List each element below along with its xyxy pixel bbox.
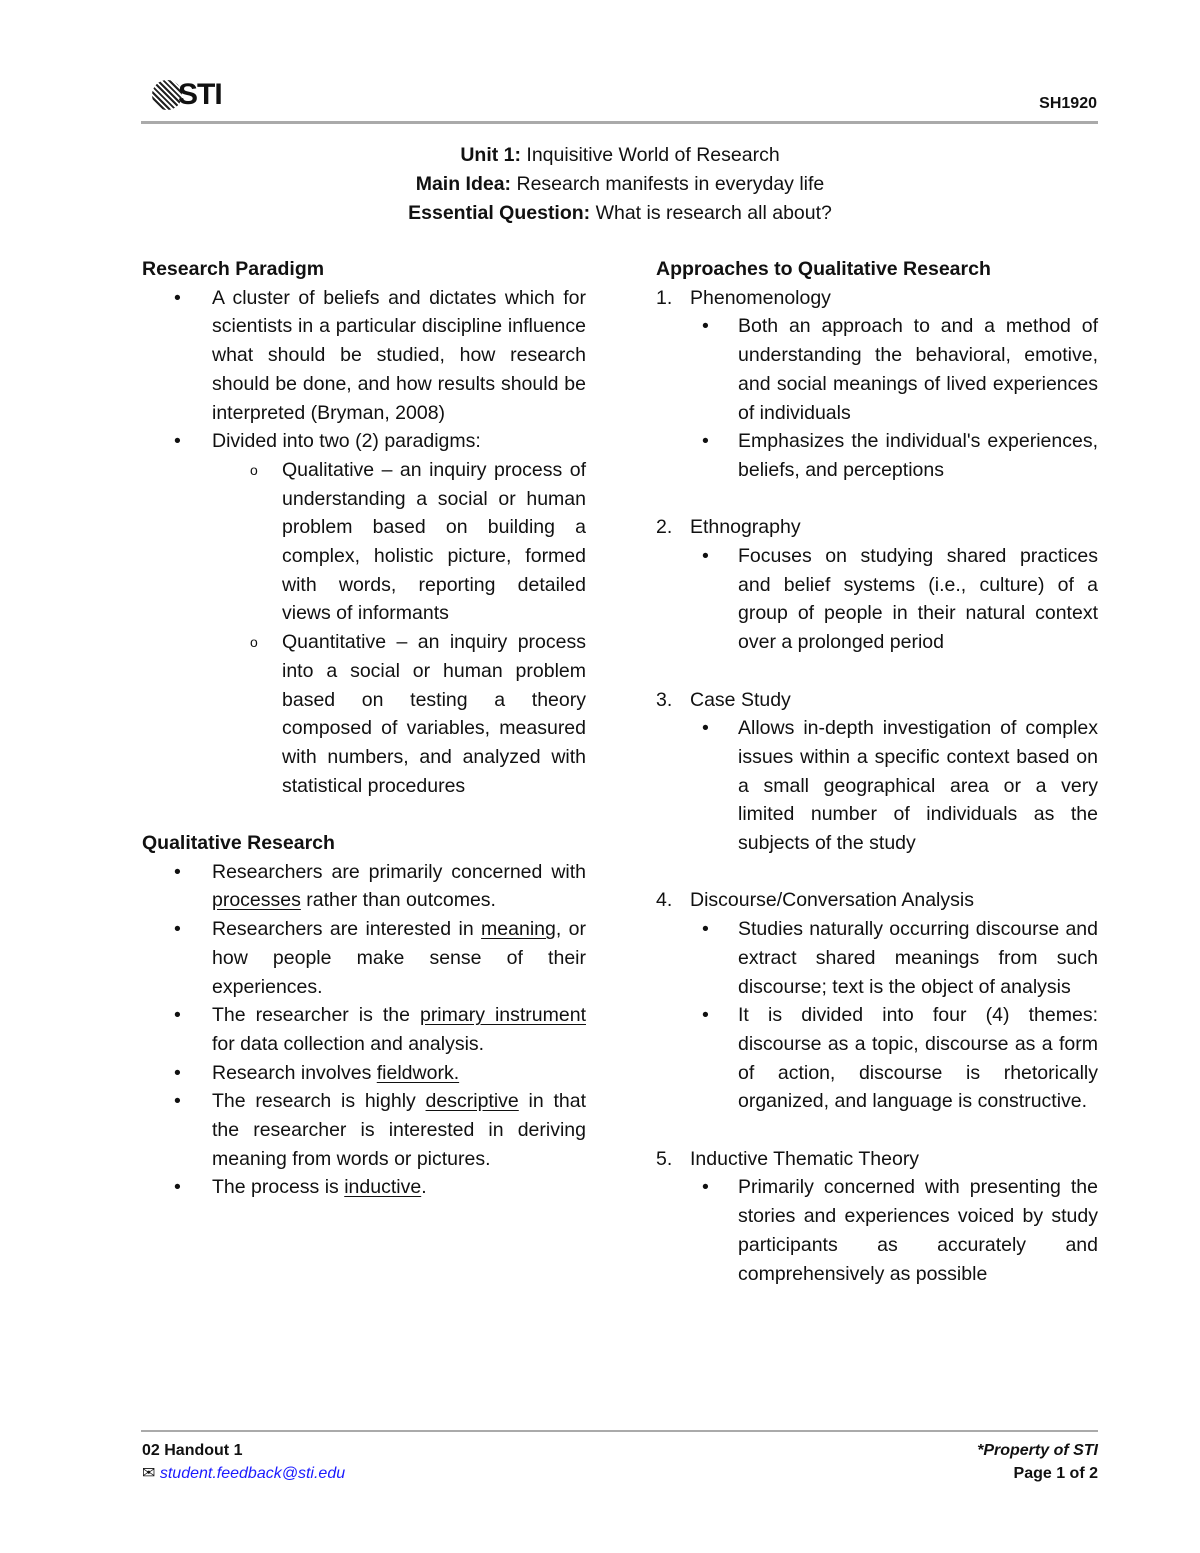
approach-title (656, 886, 1098, 915)
approach-title (656, 686, 1098, 715)
section-heading: Approaches to Qualitative Research (656, 258, 991, 280)
title-block (0, 141, 1200, 228)
item-number: 3. (656, 688, 673, 711)
main-idea-line: Main Idea: Research manifests in everyday life (415, 173, 825, 195)
list-item: • Primarily concerned with presenting the stories and experiences voiced by study participants as accurately and comprehensively as possible (656, 1173, 1098, 1288)
section-heading: Qualitative Research (142, 832, 335, 855)
item-text: Researchers are interested in (212, 918, 482, 941)
underlined-term: descriptive (425, 1090, 519, 1113)
spacer (656, 858, 1098, 887)
underlined-term: inductive (344, 1176, 422, 1199)
section-heading: Research Paradigm (142, 258, 325, 280)
item-text: , or how people make sense of their experiences. (212, 918, 586, 998)
list-item (142, 1001, 586, 1058)
sub-list-item: o Qualitative – an inquiry process of understanding a social or human problem based on building a complex, holistic picture, formed with words, reporting detailed views of informants (142, 456, 586, 628)
underlined-term: primary instrument (419, 1004, 586, 1027)
footer-divider (141, 1430, 1098, 1432)
right-column (656, 255, 1098, 1288)
spacer (656, 485, 1098, 514)
item-text: Research involves (212, 1061, 377, 1084)
approach-title (656, 284, 1098, 313)
item-title: Ethnography (690, 516, 801, 539)
item-text: The process is (212, 1176, 345, 1199)
spacer (656, 1116, 1098, 1145)
property-label: *Property of STI (977, 1442, 1098, 1459)
essential-question-line: Essential Question: What is research all about? (408, 202, 832, 224)
item-title: Inductive Thematic Theory (690, 1147, 920, 1170)
envelope-icon: ✉ (142, 1465, 156, 1482)
page-number: Page 1 of 2 (1013, 1465, 1098, 1482)
list-item: • Allows in-depth investigation of complex issues within a specific context based on a small geographical area or a very limited number of individuals as the subjects of the study (656, 714, 1098, 858)
footer (142, 1439, 1098, 1485)
item-text: for data collection and analysis. (212, 1032, 485, 1055)
list-item (142, 1059, 586, 1088)
document-code: SH1920 (1039, 95, 1097, 112)
list-item (142, 1173, 586, 1202)
item-title: Case Study (690, 688, 791, 711)
item-text: . (421, 1176, 427, 1199)
underlined-term: fieldwork. (376, 1061, 460, 1084)
sti-logo (152, 78, 222, 112)
list-item (142, 858, 586, 915)
underlined-term: processes (212, 889, 301, 912)
unit-line: Unit 1: Inquisitive World of Research (460, 144, 780, 166)
item-number: 5. (656, 1147, 673, 1170)
spacer (656, 657, 1098, 686)
item-text: The research is highly (212, 1090, 426, 1113)
left-column (142, 255, 586, 1202)
email-link[interactable]: student.feedback@sti.edu (159, 1465, 346, 1482)
list-item: • Focuses on studying shared practices and belief systems (i.e., culture) of a group of people in their natural context over a prolonged period (656, 542, 1098, 657)
list-item: • Divided into two (2) paradigms: (142, 427, 586, 456)
item-number: 4. (656, 889, 673, 912)
item-text: Researchers are primarily concerned with (212, 860, 586, 883)
sub-list-item: o Quantitative – an inquiry process into a social or human problem based on testing a theory composed of variables, measured with numbers, and analyzed with statistical procedures (142, 628, 586, 800)
list-item: • Both an approach to and a method of understanding the behavioral, emotive, and social meanings of lived experiences of individuals (656, 312, 1098, 427)
item-number: 1. (656, 286, 673, 309)
item-text: rather than outcomes. (300, 889, 496, 912)
list-item (142, 915, 586, 1001)
item-text: The researcher is the (212, 1004, 420, 1027)
header-divider (141, 121, 1098, 124)
approach-title (656, 1145, 1098, 1174)
item-number: 2. (656, 516, 673, 539)
list-item: • A cluster of beliefs and dictates which for scientists in a particular discipline influence what should be studied, how research should be done, and how results should be interpreted (Bryman, 2008) (142, 284, 586, 428)
item-title: Phenomenology (690, 286, 831, 309)
item-text: in that the researcher is interested in deriving meaning from words or pictures. (212, 1090, 586, 1170)
list-item: • Emphasizes the individual's experiences, beliefs, and perceptions (656, 427, 1098, 484)
underlined-term: meaning (481, 918, 556, 941)
list-item: • It is divided into four (4) themes: discourse as a topic, discourse as a form of action, discourse is rhetorically organized, and language is constructive. (656, 1001, 1098, 1116)
approach-title (656, 513, 1098, 542)
handout-label: 02 Handout 1 (142, 1442, 243, 1459)
logo-text: STI (178, 78, 222, 111)
list-item: • Studies naturally occurring discourse and extract shared meanings from such discourse; text is the object of analysis (656, 915, 1098, 1001)
list-item (142, 1087, 586, 1173)
item-title: Discourse/Conversation Analysis (690, 889, 974, 912)
